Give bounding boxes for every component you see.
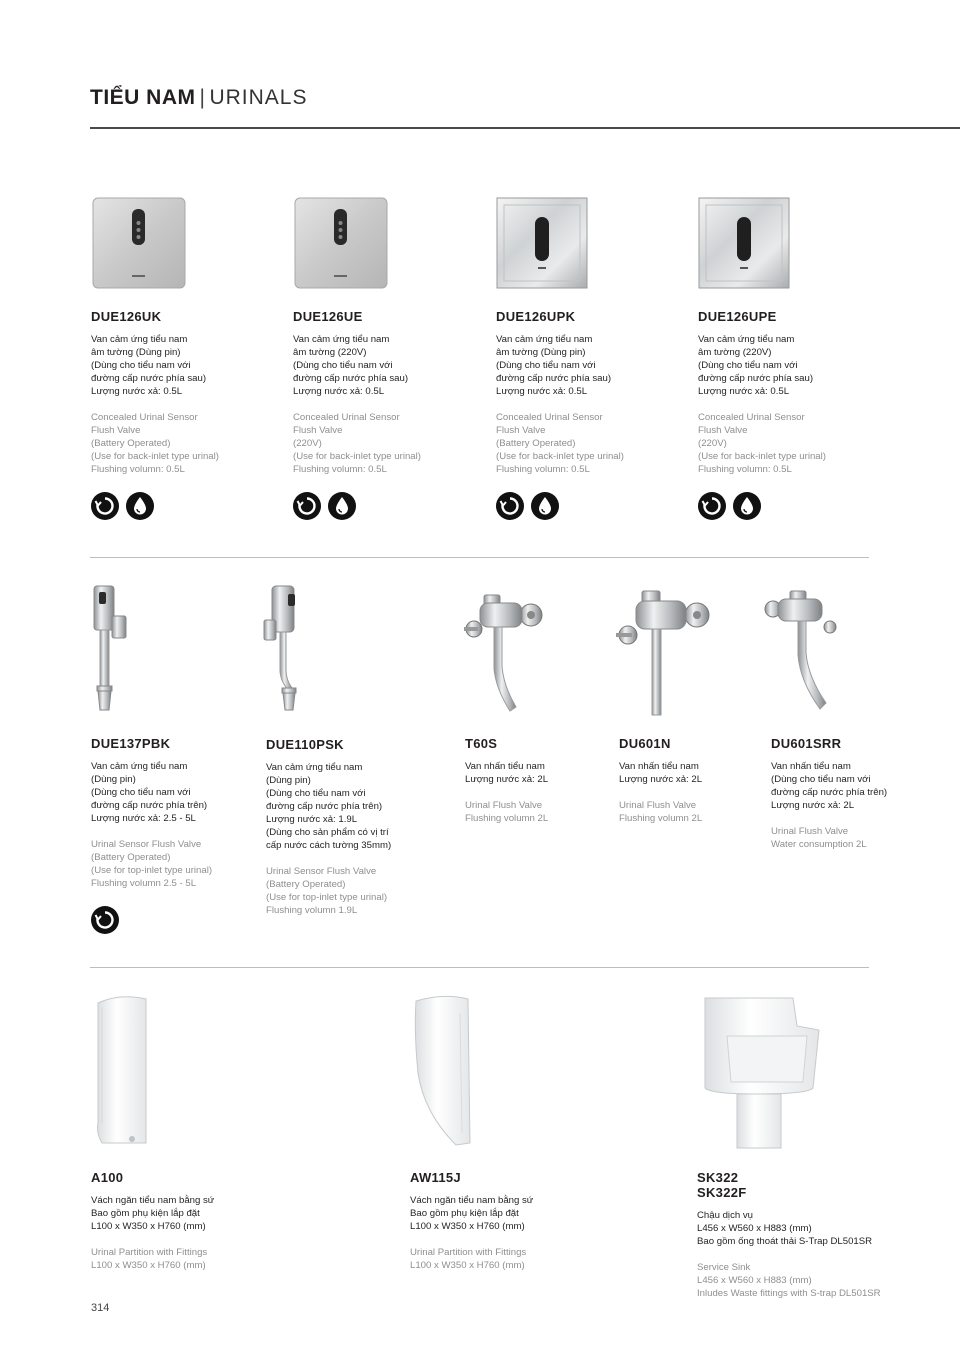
product-description-vi: Van cảm ứng tiểu nam âm tường (Dùng pin) (Dùng cho tiểu nam với đường cấp nước phía sau) Lượng nước xả: 0.5L <box>496 334 612 397</box>
product-due126upk <box>496 309 686 520</box>
product-description-en: Concealed Urinal Sensor Flush Valve (Battery Operated) (Use for back-inlet type urinal) Flushing volumn: 0.5L <box>496 412 624 475</box>
product-description-en: Urinal Flush Valve Flushing volumn 2L <box>619 800 703 824</box>
product-description-vi: Van cảm ứng tiểu nam (Dùng pin) (Dùng cho tiểu nam với đường cấp nước phía trên) Lượng nước xả: 1.9L (Dùng cho sản phẩm có vị trí cấp nước cách tường 35mm) <box>266 762 392 851</box>
title-separator: | <box>199 86 206 109</box>
water-drop-icon <box>531 492 559 520</box>
product-code: DUE126UPK <box>496 309 576 324</box>
product-image-a100 <box>92 993 152 1152</box>
product-code: T60S <box>465 736 498 751</box>
product-image-due126upe <box>698 197 790 294</box>
product-code: DU601N <box>619 736 671 751</box>
product-image-due126uk <box>92 197 186 294</box>
product-description-vi: Van cảm ứng tiểu nam âm tường (Dùng pin) (Dùng cho tiểu nam với đường cấp nước phía sau) Lượng nước xả: 0.5L <box>91 334 207 397</box>
product-description-vi: Van nhấn tiểu nam (Dùng cho tiểu nam với đường cấp nước phía trên) Lượng nước xả: 2L <box>771 761 888 811</box>
product-description-en: Service Sink L456 x W560 x H883 (mm) Inludes Waste fittings with S-trap DL501SR <box>697 1262 881 1299</box>
product-image-due126ue <box>294 197 388 294</box>
sensor-icon <box>293 492 321 520</box>
title-english: URINALS <box>209 86 308 109</box>
sensor-icon <box>698 492 726 520</box>
product-due126ue <box>293 309 483 520</box>
product-du601n <box>619 736 764 825</box>
product-description-en: Concealed Urinal Sensor Flush Valve (220V) (Use for back-inlet type urinal) Flushing volumn: 0.5L <box>698 412 826 475</box>
product-description-en: Urinal Flush Valve Flushing volumn 2L <box>465 800 549 824</box>
product-due126upe <box>698 309 888 520</box>
product-code: DUE126UK <box>91 309 162 324</box>
product-image-sk322 <box>697 996 823 1155</box>
product-a100 <box>91 1170 321 1272</box>
page-title <box>90 86 308 110</box>
sensor-icon <box>496 492 524 520</box>
product-description-en: Urinal Partition with Fittings L100 x W350 x H760 (mm) <box>91 1247 208 1271</box>
product-description-vi: Van nhấn tiểu nam Lượng nước xả: 2L <box>619 761 703 785</box>
product-description-vi: Chậu dịch vụ L456 x W560 x H883 (mm) Bao gồm ống thoát thải S-Trap DL501SR <box>697 1210 873 1247</box>
water-drop-icon <box>328 492 356 520</box>
product-aw115j <box>410 1170 640 1272</box>
product-code: A100 <box>91 1170 124 1185</box>
product-code: SK322 SK322F <box>697 1170 747 1200</box>
product-code: DUE137PBK <box>91 736 171 751</box>
product-description-en: Urinal Flush Valve Water consumption 2L <box>771 826 867 850</box>
product-code: DU601SRR <box>771 736 842 751</box>
product-code: AW115J <box>410 1170 461 1185</box>
product-code: DUE126UE <box>293 309 363 324</box>
product-due126uk <box>91 309 281 520</box>
product-description-en: Concealed Urinal Sensor Flush Valve (Battery Operated) (Use for back-inlet type urinal) Flushing volumn: 0.5L <box>91 412 219 475</box>
section-divider <box>90 557 869 558</box>
product-description-en: Urinal Sensor Flush Valve (Battery Operated) (Use for top-inlet type urinal) Flushing volumn 2.5 - 5L <box>91 839 213 889</box>
product-description-vi: Van cảm ứng tiểu nam âm tường (220V) (Dùng cho tiểu nam với đường cấp nước phía sau) Lượng nước xả: 0.5L <box>698 334 814 397</box>
product-code: DUE126UPE <box>698 309 777 324</box>
product-image-du601srr <box>764 587 838 722</box>
header-rule <box>90 127 960 129</box>
product-description-vi: Vách ngăn tiểu nam bằng sứ Bao gồm phụ kiện lắp đặt L100 x W350 x H760 (mm) <box>410 1195 534 1232</box>
product-description-vi: Van cảm ứng tiểu nam (Dùng pin) (Dùng cho tiểu nam với đường cấp nước phía trên) Lượng nước xả: 2.5 - 5L <box>91 761 208 824</box>
product-due137pbk <box>91 736 261 934</box>
product-image-due110psk <box>262 584 304 721</box>
product-description-en: Urinal Sensor Flush Valve (Battery Operated) (Use for top-inlet type urinal) Flushing volumn 1.9L <box>266 866 388 916</box>
sensor-icon <box>91 906 119 934</box>
product-description-en: Concealed Urinal Sensor Flush Valve (220V) (Use for back-inlet type urinal) Flushing volumn: 0.5L <box>293 412 421 475</box>
section-divider <box>90 967 869 968</box>
title-vietnamese: TIỂU NAM <box>90 86 196 109</box>
product-du601srr <box>771 736 956 851</box>
product-image-due137pbk <box>88 584 128 721</box>
water-drop-icon <box>733 492 761 520</box>
page-number: 314 <box>91 1302 110 1314</box>
product-description-vi: Vách ngăn tiểu nam bằng sứ Bao gồm phụ kiện lắp đặt L100 x W350 x H760 (mm) <box>91 1195 215 1232</box>
product-image-aw115j <box>410 993 476 1154</box>
product-description-vi: Van nhấn tiểu nam Lượng nước xả: 2L <box>465 761 549 785</box>
product-image-t60s <box>462 587 546 722</box>
product-image-du601n <box>614 587 712 722</box>
product-sk322 <box>697 1170 952 1300</box>
product-code: DUE110PSK <box>266 737 344 752</box>
product-due110psk <box>266 737 446 917</box>
product-image-due126upk <box>496 197 588 294</box>
water-drop-icon <box>126 492 154 520</box>
product-description-en: Urinal Partition with Fittings L100 x W350 x H760 (mm) <box>410 1247 527 1271</box>
product-t60s <box>465 736 610 825</box>
sensor-icon <box>91 492 119 520</box>
product-description-vi: Van cảm ứng tiểu nam âm tường (220V) (Dùng cho tiểu nam với đường cấp nước phía sau) Lượng nước xả: 0.5L <box>293 334 409 397</box>
